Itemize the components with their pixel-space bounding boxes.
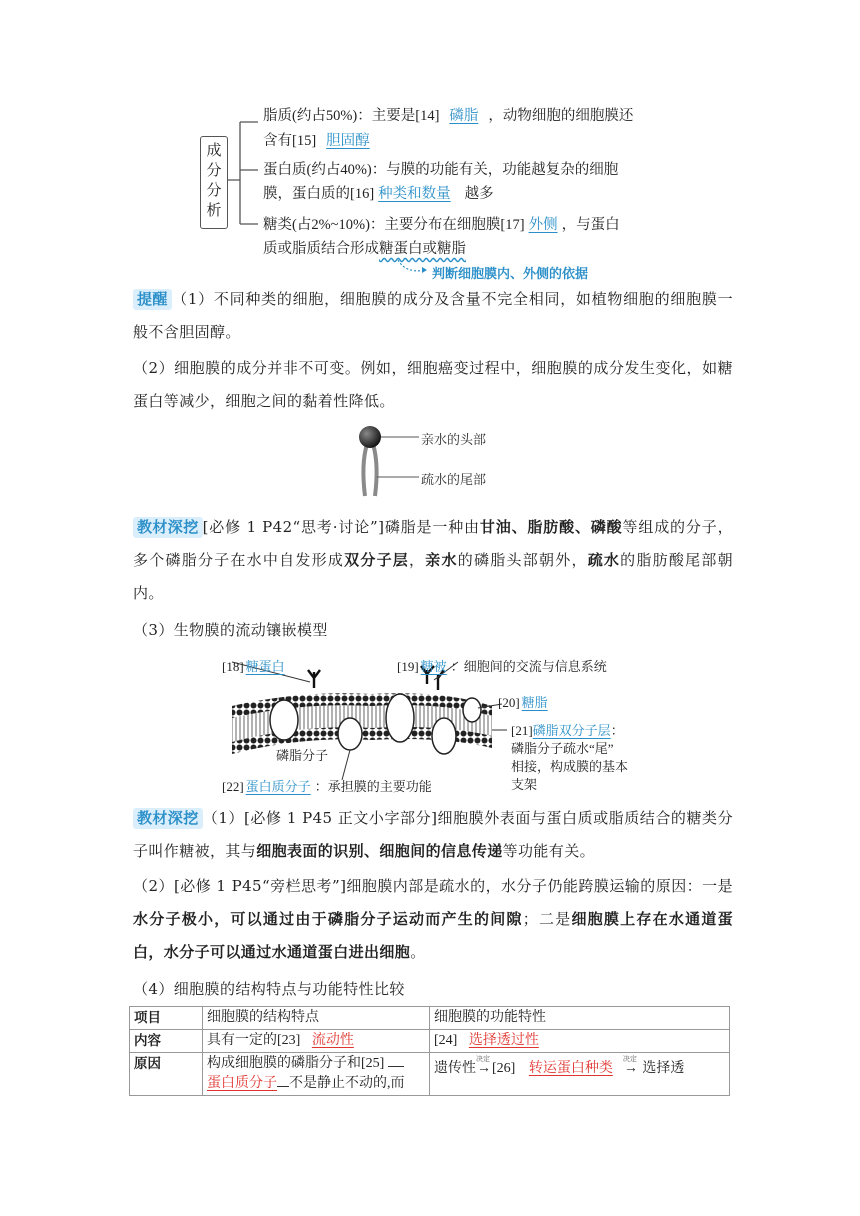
label-21: [21]磷脂双分子层： 磷脂分子疏水“尾” 相接，构成膜的基本 支架 xyxy=(511,723,629,792)
composition-title-char: 分 xyxy=(206,181,222,199)
model-heading: （3）生物膜的流动镶嵌模型 xyxy=(133,621,328,639)
reminder-block xyxy=(133,283,733,418)
comparison-table xyxy=(129,1006,730,1096)
compare-heading: （4）细胞膜的结构特点与功能特性比较 xyxy=(133,980,405,998)
reminder-tag: 提醒 xyxy=(133,289,172,310)
dig-tag: 教材深挖 xyxy=(133,808,203,829)
decide-label: 决定 xyxy=(622,1055,637,1063)
answer-23: 流动性 xyxy=(311,1033,354,1048)
answer-17: 外侧 xyxy=(528,217,558,233)
lipid-line-2: 含有[15] 胆固醇 xyxy=(263,129,384,153)
hydrophobic-tail-label: 疏水的尾部 xyxy=(421,473,487,488)
protein-line-1: 蛋白质(约占40%)：与膜的功能有关，功能越复杂的细胞 xyxy=(263,162,619,178)
lipid-line-1: 脂质(约占50%)：主要是[14] 磷脂 ，动物细胞的细胞膜还 xyxy=(263,108,634,124)
table-header-row: 项目 细胞膜的结构特点 细胞膜的功能特性 xyxy=(130,1007,730,1030)
brace-lines xyxy=(228,110,268,240)
textbook-dig-1: 教材深挖 [必修 1 P42“思考·讨论”]磷脂是一种由甘油、脂肪酸、磷酸等组成的分子，多个磷脂分子在水中自发形成双分子层，亲水的磷脂头部朝外，疏水的脂肪酸尾部朝内。 xyxy=(133,518,733,602)
decide-label: 决定 xyxy=(476,1055,490,1063)
reminder-paragraph-2: （2）细胞膜的成分并非不可变。例如，细胞癌变过程中，细胞膜的成分发生变化，如糖蛋白等减少，细胞之间的黏着性降低。 xyxy=(133,359,733,410)
dig2-paragraph-1: 教材深挖 （1）[必修 1 P45 正文小字部分]细胞膜外表面与蛋白质或脂质结合的糖类分子叫作糖被，其与细胞表面的识别、细胞间的信息传递等功能有关。 xyxy=(133,809,733,860)
answer-15: 胆固醇 xyxy=(326,133,370,149)
label-19: [19] 糖被 ：细胞间的交流与信息系统 xyxy=(397,659,607,674)
table-row-reason: 原因 构成细胞膜的磷脂分子和[25] 蛋白质分子 不是静止不动的,而 遗传性 决定 →[26] 转运蛋白种类 决定 → 选择透 xyxy=(130,1053,730,1096)
answer-26: 转运蛋白种类 xyxy=(528,1061,613,1076)
table-row-content: 内容 具有一定的[23] 流动性 [24] 选择透过性 xyxy=(130,1030,730,1053)
sugar-line-1: 糖类(占2%~10%)：主要分布在细胞膜[17] 外侧 ，与蛋白 xyxy=(263,217,620,233)
label-22: [22] 蛋白质分子 ：承担膜的主要功能 xyxy=(222,779,432,794)
composition-title-box xyxy=(200,136,228,229)
sugar-line-2: 质或脂质结合形成糖蛋白或糖脂 xyxy=(263,241,466,257)
answer-16: 种类和数量 xyxy=(378,186,451,202)
composition-title-char: 分 xyxy=(206,161,222,179)
phospholipid-molecule xyxy=(355,424,425,500)
reminder-paragraph-1: 提醒 （1）不同种类的细胞，细胞膜的成分及含量不完全相同，如植物细胞的细胞膜一般不含胆固醇。 xyxy=(133,290,733,341)
hydrophilic-head-label: 亲水的头部 xyxy=(421,433,487,448)
label-18: [18] 糖蛋白 xyxy=(222,659,285,674)
composition-title-char: 析 xyxy=(206,201,222,219)
composition-title-char: 成 xyxy=(206,141,222,159)
wavy-underlined-text: 糖蛋白或糖脂 xyxy=(379,241,466,257)
textbook-dig-2 xyxy=(133,802,733,969)
answer-25: 蛋白质分子 xyxy=(207,1076,277,1091)
dig2-paragraph-2: （2）[必修 1 P45“旁栏思考”]细胞膜内部是疏水的，水分子仍能跨膜运输的原因：一是水分子极小，可以通过由于磷脂分子运动而产生的间隙；二是细胞膜上存在水通道蛋白，水分子可以通过水通道蛋白进出细胞。 xyxy=(133,877,733,961)
label-20: [20] 糖脂 xyxy=(498,695,548,710)
answer-14: 磷脂 xyxy=(449,108,479,124)
membrane-illustration xyxy=(222,660,512,780)
note-arrow xyxy=(396,258,430,278)
protein-line-2: 膜，蛋白质的[16] 种类和数量 越多 xyxy=(263,186,494,202)
phospholipid-molecule-label: 磷脂分子 xyxy=(276,748,329,763)
side-note: 判断细胞膜内、外侧的依据 xyxy=(432,267,589,282)
answer-24: 选择透过性 xyxy=(468,1033,539,1048)
dig-tag: 教材深挖 xyxy=(133,517,203,538)
